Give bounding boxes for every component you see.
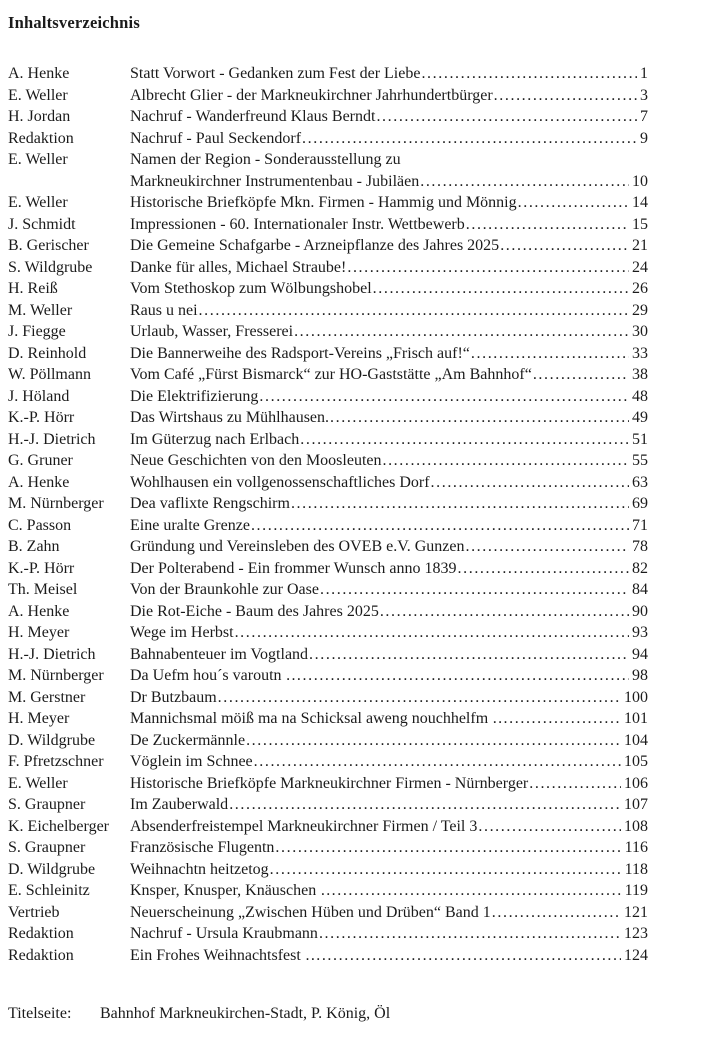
toc-title: Der Polterabend - Ein frommer Wunsch anno 1839: [130, 559, 457, 577]
toc-entry-body: [130, 257, 648, 279]
dot-leader: [382, 450, 629, 472]
toc-entry: [8, 601, 648, 623]
toc-author: W. Pöllmann: [8, 366, 91, 383]
toc-title: Absenderfreistempel Markneukirchner Firmen / Teil 3: [130, 817, 478, 835]
toc-entry: [8, 300, 648, 322]
toc-entry-line: [130, 364, 648, 386]
titelseite-value: Bahnhof Markneukirchen-Stadt, P. König, Öl: [100, 1005, 391, 1022]
toc-page-number: 105: [624, 753, 648, 770]
toc-author: H. Jordan: [8, 108, 71, 125]
toc-entry-line: [130, 644, 648, 666]
toc-entry-body: [130, 751, 648, 773]
toc-entry-body: [130, 536, 648, 558]
toc-page-number: 123: [624, 925, 648, 942]
toc-title: Die Rot-Eiche - Baum des Jahres 2025: [130, 602, 379, 620]
toc-entry-line: [130, 622, 648, 644]
toc-page-number: 121: [624, 903, 648, 921]
toc-author: M. Gerstner: [8, 688, 86, 706]
dot-leader: [465, 536, 629, 558]
toc-entry: [8, 192, 648, 214]
toc-author: E. Schleinitz: [8, 882, 90, 899]
dot-leader: [518, 192, 629, 214]
toc-page-number: 33: [632, 344, 648, 362]
toc-author: M. Nürnberger: [8, 667, 104, 684]
toc-title: Dr Butzbaum: [130, 688, 217, 706]
toc-entry-body: [130, 687, 648, 709]
toc-page-number: 55: [632, 452, 648, 469]
dot-leader: [246, 730, 621, 752]
toc-entry-body: [130, 343, 648, 365]
toc-author: H. Meyer: [8, 710, 70, 727]
toc-author: F. Pfretzschner: [8, 753, 104, 770]
toc-title: Historische Briefköpfe Mkn. Firmen - Hammig und Mönnig: [130, 194, 517, 211]
toc-page-number: 90: [632, 602, 648, 620]
toc-title: Impressionen - 60. Internationaler Instr. Wettbewerb: [130, 215, 465, 233]
dot-leader: [309, 644, 629, 666]
dot-leader: [420, 171, 629, 193]
toc-title: Statt Vorwort - Gedanken zum Fest der Liebe: [130, 65, 421, 82]
toc-author: B. Gerischer: [8, 237, 89, 254]
toc-author: M. Weller: [8, 301, 73, 319]
toc-page-number: 98: [632, 667, 648, 684]
toc-page-number: 51: [632, 430, 648, 448]
toc-entry-line: [130, 235, 648, 257]
toc-entry-line: [130, 300, 648, 322]
toc-author: H. Meyer: [8, 624, 70, 641]
toc-title: Wege im Herbst: [130, 624, 234, 641]
toc-title: Bahnabenteuer im Vogtland: [130, 645, 309, 663]
toc-author: G. Gruner: [8, 452, 73, 469]
toc-entry-line: [130, 106, 648, 128]
dot-leader: [275, 837, 621, 859]
toc-page-number: 100: [624, 688, 648, 706]
toc-page-number: 94: [632, 645, 648, 663]
toc-title: Von der Braunkohle zur Oase: [130, 581, 319, 598]
toc-title: Knsper, Knusper, Knäuschen …: [130, 882, 337, 899]
toc-entry-line: [130, 149, 648, 171]
toc-entry-body: [130, 558, 648, 580]
toc-entry: [8, 364, 648, 386]
toc-author: A. Henke: [8, 473, 70, 491]
toc-page-number: 38: [632, 366, 648, 383]
toc-page-number: 14: [632, 194, 648, 211]
toc-title: Mannichsmal möiß ma na Schicksal aweng nouchhelfm …: [130, 710, 509, 727]
toc-entry-body: [130, 880, 648, 902]
toc-author: J. Schmidt: [8, 215, 76, 233]
toc-author: A. Henke: [8, 602, 70, 620]
toc-entry-body: [130, 106, 648, 128]
toc-entry-line: [130, 472, 648, 494]
toc-page-number: 69: [632, 495, 648, 512]
toc-entry-line: [130, 880, 648, 902]
toc-entry-line: [130, 407, 648, 429]
toc-entry: [8, 106, 648, 128]
toc-author: D. Wildgrube: [8, 860, 96, 878]
toc-page-number: 71: [632, 516, 648, 534]
toc-entry-body: [130, 794, 648, 816]
toc-entry-line: [130, 214, 648, 236]
toc-page-number: 30: [632, 323, 648, 340]
toc-title: Gründung und Vereinsleben des OVEB e.V. Gunzen: [130, 538, 465, 555]
toc-author: Redaktion: [8, 946, 74, 964]
toc-entry-line: [130, 902, 648, 924]
toc-title: Eine uralte Grenze: [130, 516, 250, 534]
dot-leader: [478, 816, 621, 838]
toc-entry-line: [130, 536, 648, 558]
dot-leader: [199, 300, 629, 322]
toc-entry-body: [130, 128, 648, 150]
toc-title: Vom Café „Fürst Bismarck“ zur HO-Gaststätte „Am Bahnhof“: [130, 366, 532, 383]
toc-entry-body: [130, 63, 648, 85]
toc-entry-line: [130, 257, 648, 279]
toc-entry-line: [130, 730, 648, 752]
toc-entry-body: [130, 321, 648, 343]
dot-leader: [254, 751, 621, 773]
toc-entry: [8, 622, 648, 644]
toc-entry-line: [130, 386, 648, 408]
toc-author: E. Weller: [8, 194, 68, 211]
toc-author: J. Fiegge: [8, 323, 66, 340]
toc-entry-body: [130, 945, 648, 967]
toc-title: Albrecht Glier - der Markneukirchner Jahrhundertbürger: [130, 86, 493, 104]
toc-entry: [8, 278, 648, 300]
toc-title: Wohlhausen ein vollgenossenschaftliches Dorf: [130, 473, 430, 491]
toc-author: K.-P. Hörr: [8, 409, 75, 426]
dot-leader: [294, 321, 629, 343]
toc-entry-line: [130, 687, 648, 709]
dot-leader: [494, 85, 637, 107]
toc-entry-body: [130, 149, 648, 192]
toc-entry: [8, 450, 648, 472]
dot-leader: [466, 214, 629, 236]
toc-page-number: 49: [632, 409, 648, 426]
toc-title: Neuerscheinung „Zwischen Hüben und Drüben“ Band 1: [130, 903, 491, 921]
toc-entry-line: [130, 579, 648, 601]
dot-leader: [319, 923, 621, 945]
toc-entry: [8, 235, 648, 257]
dot-leader: [330, 407, 629, 429]
toc-entry: [8, 343, 648, 365]
toc-entry: [8, 923, 648, 945]
toc-title: Urlaub, Wasser, Fresserei: [130, 323, 294, 340]
toc-title: De Zuckermännle: [130, 731, 246, 749]
toc-page-number: 84: [632, 581, 648, 598]
toc-entry: [8, 429, 648, 451]
toc-entry: [8, 730, 648, 752]
toc-author: E. Weller: [8, 151, 68, 168]
toc-author: M. Nürnberger: [8, 495, 104, 512]
toc-author: K. Eichelberger: [8, 817, 109, 835]
dot-leader: [431, 472, 629, 494]
toc-title: Die Gemeine Schafgarbe - Arzneipflanze des Jahres 2025: [130, 237, 500, 254]
toc-entry-body: [130, 644, 648, 666]
toc-entry-body: [130, 493, 648, 515]
toc-entry: [8, 859, 648, 881]
dot-leader: [380, 601, 629, 623]
toc-entry: [8, 128, 648, 150]
toc-entry-body: [130, 214, 648, 236]
toc-entry-body: [130, 300, 648, 322]
toc-entry: [8, 321, 648, 343]
dot-leader: [300, 429, 629, 451]
dot-leader: [320, 579, 629, 601]
toc-page-number: 104: [624, 731, 648, 749]
toc-entry-line: [130, 63, 648, 85]
dot-leader: [235, 622, 629, 644]
toc-author: H.-J. Dietrich: [8, 645, 96, 663]
toc-entry-line: [130, 429, 648, 451]
toc-entry-line: [130, 859, 648, 881]
dot-leader: [376, 106, 637, 128]
dot-leader: [291, 493, 629, 515]
toc-title: Die Elektrifizierung: [130, 387, 259, 405]
toc-page-number: 21: [632, 237, 648, 254]
dot-leader: [259, 386, 629, 408]
page-title: Inhaltsverzeichnis: [8, 13, 140, 32]
toc-entry: [8, 579, 648, 601]
toc-list: [8, 63, 648, 966]
toc-title: Nachruf - Wanderfreund Klaus Berndt: [130, 108, 376, 125]
toc-entry-body: [130, 622, 648, 644]
toc-page-number: 116: [624, 839, 648, 856]
toc-page-number: 63: [632, 473, 648, 491]
titelseite-row: [8, 1003, 648, 1024]
toc-title: Das Wirtshaus zu Mühlhausen.: [130, 409, 330, 426]
toc-author: Redaktion: [8, 925, 74, 942]
toc-entry-body: [130, 429, 648, 451]
dot-leader: [529, 773, 621, 795]
toc-title: Nachruf - Ursula Kraubmann: [130, 925, 318, 942]
toc-page-number: 108: [624, 817, 648, 835]
toc-author: Th. Meisel: [8, 581, 78, 598]
toc-title: Weihnachtn heitzetog: [130, 860, 269, 878]
toc-entry-line: [130, 708, 648, 730]
toc-entry-line: [130, 85, 648, 107]
toc-entry-body: [130, 386, 648, 408]
toc-entry: [8, 386, 648, 408]
toc-entry-body: [130, 902, 648, 924]
dot-leader: [270, 859, 622, 881]
toc-author: S. Wildgrube: [8, 258, 93, 276]
toc-author: H. Reiß: [8, 280, 58, 297]
toc-title: Im Zauberwald: [130, 796, 229, 813]
toc-entry: [8, 773, 648, 795]
toc-page-number: 26: [632, 280, 648, 297]
toc-entry-line: [130, 343, 648, 365]
toc-entry-line: [130, 493, 648, 515]
toc-entry-body: [130, 601, 648, 623]
toc-entry: [8, 85, 648, 107]
toc-title: Im Güterzug nach Erlbach: [130, 430, 300, 448]
toc-entry-line: [130, 171, 648, 193]
toc-title: Französische Flugentn: [130, 839, 275, 856]
toc-entry: [8, 837, 648, 859]
toc-entry-body: [130, 192, 648, 214]
toc-entry-line: [130, 751, 648, 773]
dot-leader: [322, 945, 621, 967]
toc-entry: [8, 472, 648, 494]
toc-entry: [8, 665, 648, 687]
toc-entry-line: [130, 773, 648, 795]
toc-entry-body: [130, 85, 648, 107]
toc-author: Redaktion: [8, 129, 74, 147]
toc-title: Da Uefm hou´s varoutn …: [130, 667, 302, 684]
toc-title: Vöglein im Schnee: [130, 753, 253, 770]
dot-leader: [492, 902, 621, 924]
toc-page-number: 78: [632, 538, 648, 555]
dot-leader: [302, 128, 637, 150]
toc-title: Namen der Region - Sonderausstellung zu: [130, 151, 401, 168]
dot-leader: [421, 63, 637, 85]
toc-author: B. Zahn: [8, 538, 60, 555]
toc-entry: [8, 794, 648, 816]
toc-author: K.-P. Hörr: [8, 559, 75, 577]
toc-title: Die Bannerweihe des Radsport-Vereins „Frisch auf!“: [130, 344, 470, 362]
toc-author: H.-J. Dietrich: [8, 430, 96, 448]
toc-entry-line: [130, 192, 648, 214]
dot-leader: [229, 794, 621, 816]
toc-entry-body: [130, 407, 648, 429]
toc-entry: [8, 214, 648, 236]
toc-entry: [8, 407, 648, 429]
toc-entry: [8, 515, 648, 537]
toc-entry-body: [130, 515, 648, 537]
toc-entry: [8, 257, 648, 279]
toc-entry: [8, 536, 648, 558]
toc-author: D. Wildgrube: [8, 731, 96, 749]
toc-title: Raus u nei: [130, 301, 198, 319]
toc-author: Vertrieb: [8, 903, 60, 921]
toc-title: Dea vaflixte Rengschirm: [130, 495, 290, 512]
toc-title: Markneukirchner Instrumentenbau - Jubiläen: [130, 172, 420, 190]
toc-entry-line: [130, 794, 648, 816]
titelseite-label: Titelseite:: [8, 1005, 72, 1022]
dot-leader: [471, 343, 629, 365]
toc-entry-body: [130, 450, 648, 472]
toc-page-number: 101: [624, 710, 648, 727]
toc-author: S. Graupner: [8, 839, 86, 856]
toc-entry-line: [130, 816, 648, 838]
toc-entry-body: [130, 708, 648, 730]
toc-page-number: 7: [640, 108, 648, 125]
dot-leader: [218, 687, 621, 709]
toc-entry-line: [130, 515, 648, 537]
toc-entry-line: [130, 601, 648, 623]
toc-title: Ein Frohes Weihnachtsfest …: [130, 946, 321, 964]
toc-author: D. Reinhold: [8, 344, 87, 362]
toc-entry-line: [130, 558, 648, 580]
toc-entry: [8, 816, 648, 838]
toc-page-number: 15: [632, 215, 648, 233]
toc-title: Danke für alles, Michael Straube!: [130, 258, 347, 276]
toc-page-number: 48: [632, 387, 648, 405]
toc-author: J. Höland: [8, 387, 70, 405]
toc-author: E. Weller: [8, 86, 68, 104]
toc-page-number: 24: [632, 258, 648, 276]
toc-title: Neue Geschichten von den Moosleuten: [130, 452, 382, 469]
toc-entry-body: [130, 235, 648, 257]
dot-leader: [458, 558, 629, 580]
toc-entry-body: [130, 730, 648, 752]
toc-author: C. Passon: [8, 516, 72, 534]
toc-entry-body: [130, 364, 648, 386]
toc-entry-line: [130, 665, 648, 687]
toc-title: Historische Briefköpfe Markneukirchner Firmen - Nürnberger: [130, 774, 529, 792]
toc-entry-body: [130, 923, 648, 945]
toc-entry-line: [130, 450, 648, 472]
toc-title: Nachruf - Paul Seckendorf: [130, 129, 302, 147]
toc-entry-body: [130, 859, 648, 881]
toc-entry-line: [130, 837, 648, 859]
dot-leader: [347, 257, 629, 279]
toc-entry: [8, 751, 648, 773]
toc-page-number: 124: [624, 946, 648, 964]
toc-page-number: 29: [632, 301, 648, 319]
toc-entry-body: [130, 773, 648, 795]
toc-entry-line: [130, 278, 648, 300]
toc-entry-line: [130, 321, 648, 343]
toc-entry-line: [130, 945, 648, 967]
toc-entry-line: [130, 128, 648, 150]
dot-leader: [509, 708, 621, 730]
toc-entry-body: [130, 579, 648, 601]
toc-entry-body: [130, 278, 648, 300]
dot-leader: [500, 235, 629, 257]
toc-page-number: 93: [632, 624, 648, 641]
toc-author: E. Weller: [8, 774, 68, 792]
toc-author: A. Henke: [8, 65, 70, 82]
toc-page-number: 10: [632, 172, 648, 190]
toc-entry: [8, 945, 648, 967]
toc-entry: [8, 149, 648, 192]
toc-page-number: 82: [632, 559, 648, 577]
toc-entry: [8, 902, 648, 924]
dot-leader: [533, 364, 629, 386]
toc-title: Vom Stethoskop zum Wölbungshobel: [130, 280, 372, 297]
dot-leader: [337, 880, 621, 902]
toc-page-number: 106: [624, 774, 648, 792]
toc-entry-line: [130, 923, 648, 945]
dot-leader: [373, 278, 629, 300]
toc-page-number: 1: [640, 65, 648, 82]
toc-author: S. Graupner: [8, 796, 86, 813]
toc-entry: [8, 493, 648, 515]
toc-page-number: 118: [624, 860, 648, 878]
toc-entry: [8, 644, 648, 666]
toc-entry: [8, 708, 648, 730]
toc-entry-body: [130, 816, 648, 838]
toc-entry: [8, 687, 648, 709]
toc-entry-body: [130, 472, 648, 494]
toc-entry: [8, 63, 648, 85]
toc-page-number: 107: [624, 796, 648, 813]
toc-page-number: 9: [640, 129, 648, 147]
toc-page-number: 119: [624, 882, 648, 899]
toc-entry-body: [130, 837, 648, 859]
toc-page-number: 3: [640, 86, 648, 104]
toc-entry: [8, 558, 648, 580]
toc-entry-body: [130, 665, 648, 687]
dot-leader: [303, 665, 629, 687]
toc-entry: [8, 880, 648, 902]
dot-leader: [251, 515, 629, 537]
